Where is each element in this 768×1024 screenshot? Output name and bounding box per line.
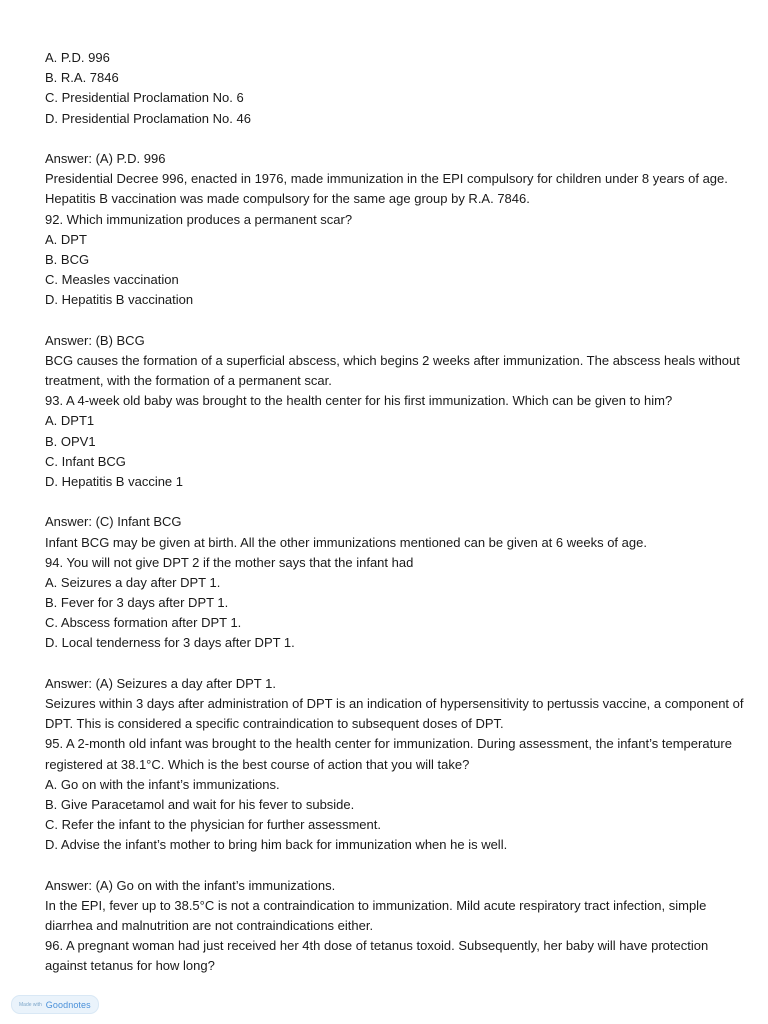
text-line: against tetanus for how long? xyxy=(45,958,215,974)
text-line: A. DPT1 xyxy=(45,413,95,429)
text-line: D. Advise the infant’s mother to bring him back for immunization when he is well. xyxy=(45,837,508,853)
text-line: Answer: (C) Infant BCG xyxy=(45,514,182,530)
goodnotes-badge[interactable] xyxy=(11,995,99,1014)
text-line: B. Fever for 3 days after DPT 1. xyxy=(45,595,229,611)
text-line: 94. You will not give DPT 2 if the mother says that the infant had xyxy=(45,554,414,570)
text-line: D. Hepatitis B vaccine 1 xyxy=(45,473,184,489)
text-line: C. Infant BCG xyxy=(45,453,126,469)
text-line: D. Presidential Proclamation No. 46 xyxy=(45,110,251,126)
text-line: DPT. This is considered a specific contraindication to subsequent doses of DPT. xyxy=(45,716,504,732)
text-line: B. R.A. 7846 xyxy=(45,70,119,86)
text-line: B. Give Paracetamol and wait for his fever to subside. xyxy=(45,796,355,812)
made-with-label: Made with xyxy=(19,1001,42,1008)
text-line: Presidential Decree 996, enacted in 1976, made immunization in the EPI compulsory for children under 8 years of age. xyxy=(45,171,728,187)
text-line: A. Go on with the infant’s immunizations. xyxy=(45,776,280,792)
text-line: 95. A 2-month old infant was brought to the health center for immunization. During assessment, the infant’s temperature xyxy=(45,736,732,752)
text-line: B. BCG xyxy=(45,251,90,267)
blank-line xyxy=(45,492,735,512)
text-line: registered at 38.1°C. Which is the best course of action that you will take? xyxy=(45,756,470,772)
text-line: C. Measles vaccination xyxy=(45,272,179,288)
text-line: Infant BCG may be given at birth. All the other immunizations mentioned can be given at 6 weeks of age. xyxy=(45,534,647,550)
text-line: 92. Which immunization produces a permanent scar? xyxy=(45,211,353,227)
text-line: A. Seizures a day after DPT 1. xyxy=(45,574,221,590)
text-line: Answer: (B) BCG xyxy=(45,332,145,348)
text-line: In the EPI, fever up to 38.5°C is not a contraindication to immunization. Mild acute respiratory tract infection, simple xyxy=(45,897,707,913)
text-line: treatment, with the formation of a permanent scar. xyxy=(45,373,332,388)
text-line: C. Abscess formation after DPT 1. xyxy=(45,615,242,631)
blank-line xyxy=(45,310,735,330)
text-line: diarrhea and malnutrition are not contraindications either. xyxy=(45,918,374,934)
document-text xyxy=(45,48,744,977)
text-line: C. Presidential Proclamation No. 6 xyxy=(45,90,244,106)
text-line: 93. A 4-week old baby was brought to the health center for his first immunization. Which can be given to him? xyxy=(45,393,673,409)
blank-line xyxy=(45,654,735,674)
goodnotes-brand: Goodnotes xyxy=(45,999,91,1010)
blank-line xyxy=(45,856,735,876)
text-line: Answer: (A) Seizures a day after DPT 1. xyxy=(45,675,276,691)
text-line: Answer: (A) P.D. 996 xyxy=(45,150,166,166)
text-line: Seizures within 3 days after administration of DPT is an indication of hypersensitivity to pertussis vaccine, a component of xyxy=(45,696,744,711)
text-line: 96. A pregnant woman had just received her 4th dose of tetanus toxoid. Subsequently, her baby will have protection xyxy=(45,938,709,954)
text-line: BCG causes the formation of a superficial abscess, which begins 2 weeks after immunization. The abscess heals without xyxy=(45,352,740,368)
text-line: Hepatitis B vaccination was made compulsory for the same age group by R.A. 7846. xyxy=(45,191,530,207)
text-line: D. Local tenderness for 3 days after DPT 1. xyxy=(45,635,295,651)
text-line: D. Hepatitis B vaccination xyxy=(45,292,194,308)
text-line: B. OPV1 xyxy=(45,433,96,449)
blank-line xyxy=(45,129,735,149)
text-line: C. Refer the infant to the physician for further assessment. xyxy=(45,817,381,833)
text-line: A. P.D. 996 xyxy=(45,50,110,65)
text-line: A. DPT xyxy=(45,231,87,247)
text-line: Answer: (A) Go on with the infant’s immunizations. xyxy=(45,877,336,893)
